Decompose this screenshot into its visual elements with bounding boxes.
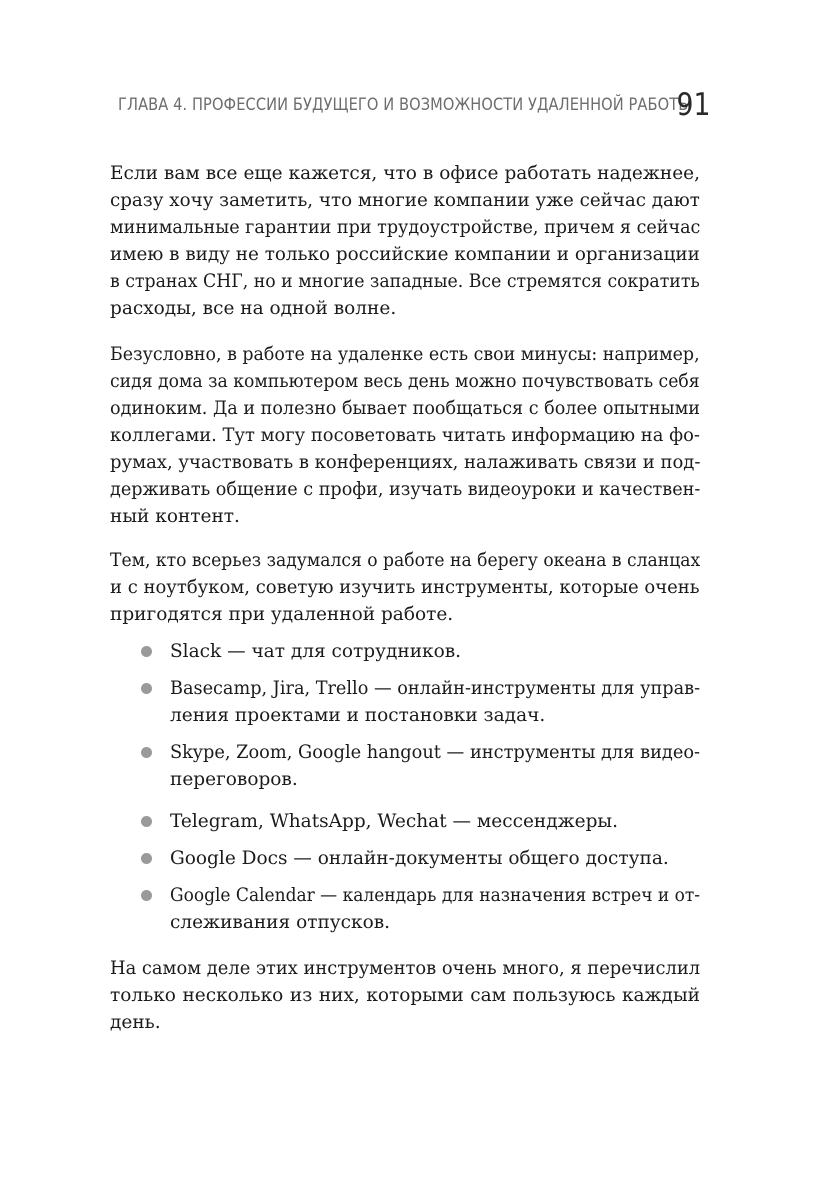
list-item-text: ления проектами и постановки задач. xyxy=(170,705,546,726)
list-item-text: переговоров. xyxy=(170,769,298,790)
list-item-text: Google Docs — онлайн-документы общего доступа. xyxy=(170,848,669,869)
text-line: Безусловно, в работе на удаленке есть свои минусы: например, xyxy=(110,344,700,365)
text-line: минимальные гарантии при трудоустройстве, причем я сейчас xyxy=(110,217,701,238)
list-item-text: Basecamp, Jira, Trello — онлайн-инструменты для управ- xyxy=(170,678,701,699)
running-head xyxy=(118,87,710,123)
bullet-icon xyxy=(141,747,152,758)
bullet-icon xyxy=(141,853,152,864)
text-line: сразу хочу заметить, что многие компании уже сейчас дают xyxy=(110,190,700,211)
bullet-icon xyxy=(141,646,152,657)
text-line: пригодятся при удаленной работе. xyxy=(110,604,454,625)
list-item-text: слеживания отпусков. xyxy=(170,912,391,933)
text-line: На самом деле этих инструментов очень много, я перечислил xyxy=(110,958,701,979)
chapter-title: ГЛАВА 4. ПРОФЕССИИ БУДУЩЕГО И ВОЗМОЖНОСТИ УДАЛЕННОЙ РАБОТЫ xyxy=(118,95,692,115)
page-number: 91 xyxy=(676,87,710,123)
text-line: только несколько из них, которыми сам пользуюсь каждый xyxy=(110,985,700,1006)
text-line: в странах СНГ, но и многие западные. Все стремятся сократить xyxy=(110,271,700,292)
text-line: держивать общение с профи, изучать видеоуроки и качествен- xyxy=(110,479,701,500)
bullet-icon xyxy=(141,816,152,827)
text-line: Тем, кто всерьез задумался о работе на берегу океана в сланцах xyxy=(110,550,701,571)
text-line: расходы, все на одной волне. xyxy=(110,298,397,319)
text-line: румах, участвовать в конференциях, налаживать связи и под- xyxy=(110,452,701,473)
text-line: сидя дома за компьютером весь день можно почувствовать себя xyxy=(110,371,700,392)
text-line: Если вам все еще кажется, что в офисе работать надежнее, xyxy=(110,163,700,184)
list-item-text: Skype, Zoom, Google hangout — инструменты для видео- xyxy=(170,742,701,763)
bullet-icon xyxy=(141,683,152,694)
text-line: коллегами. Тут могу посоветовать читать информацию на фо- xyxy=(110,425,700,446)
bullet-icon xyxy=(141,890,152,901)
list-item-text: Google Calendar — календарь для назначения встреч и от- xyxy=(170,885,701,906)
text-line: день. xyxy=(110,1012,161,1033)
text-line: ный контент. xyxy=(110,506,240,527)
list-item-text: Telegram, WhatsApp, Wechat — мессенджеры. xyxy=(170,811,619,832)
list-item-text: Slack — чат для сотрудников. xyxy=(170,641,462,662)
text-line: и с ноутбуком, советую изучить инструменты, которые очень xyxy=(110,577,700,598)
text-line: одиноким. Да и полезно бывает пообщаться с более опытными xyxy=(110,398,700,419)
text-line: имею в виду не только российские компании и организации xyxy=(110,244,700,265)
